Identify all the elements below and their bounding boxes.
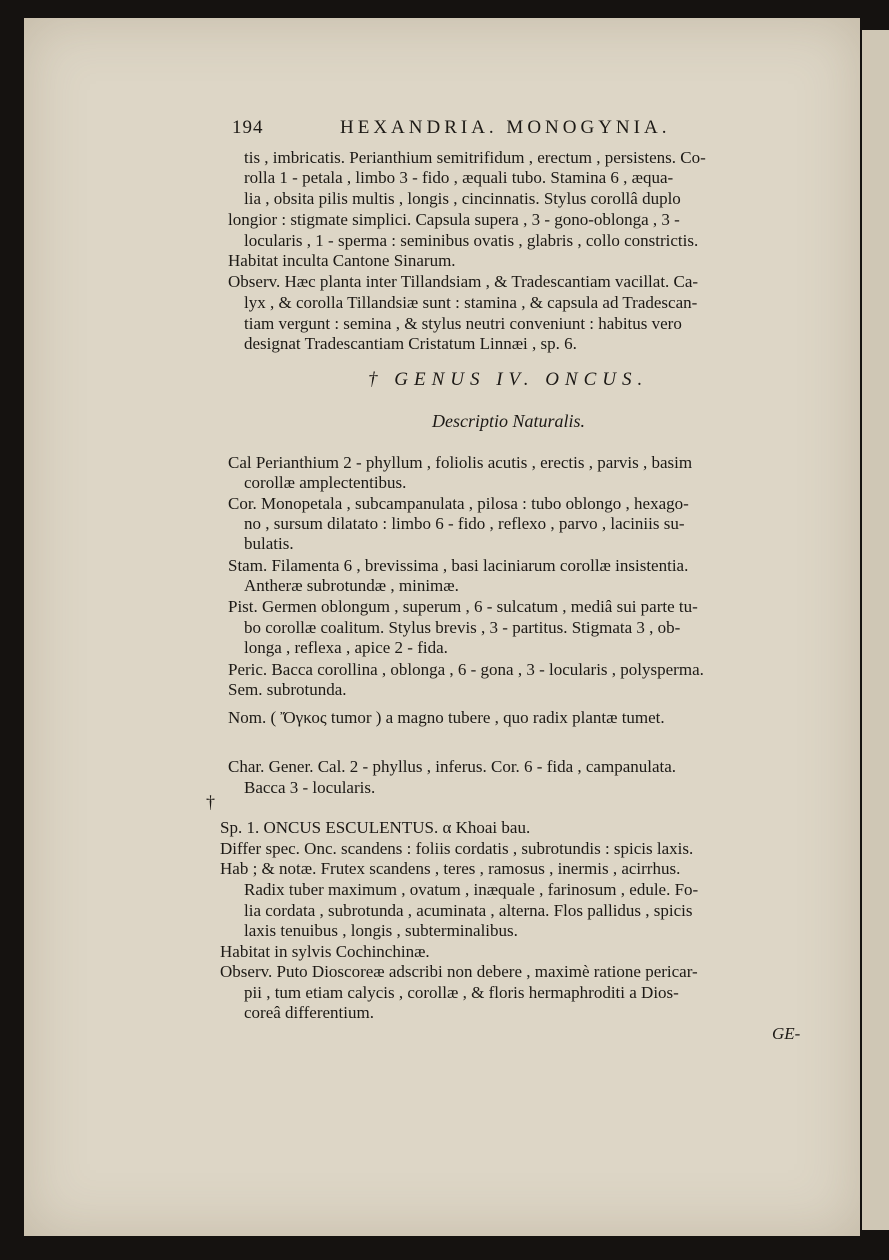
corolla-line: Cor. Monopetala , subcampanulata , pilosa : tubo oblongo , hexago- xyxy=(228,494,689,513)
text-line: longior : stigmate simplici. Capsula supera , 3 - gono-oblonga , 3 - xyxy=(228,210,680,229)
text-line: Radix tuber maximum , ovatum , inæquale , farinosum , edule. Fo- xyxy=(244,880,699,899)
pistil-line: Pist. Germen oblongum , superum , 6 - sulcatum , mediâ sui parte tu- xyxy=(228,597,698,616)
text-line: lia , obsita pilis multis , longis , cincinnatis. Stylus corollâ duplo xyxy=(244,189,681,208)
text-line: tiam vergunt : semina , & stylus neutri conveniunt : habitus vero xyxy=(244,314,682,333)
text-line: laxis tenuibus , longis , subterminalibus. xyxy=(244,921,518,940)
description-heading: Descriptio Naturalis. xyxy=(432,411,586,431)
generic-character-line: Char. Gener. Cal. 2 - phyllus , inferus. Cor. 6 - fida , campanulata. xyxy=(228,757,677,776)
habitat-line: Habitat inculta Cantone Sinarum. xyxy=(228,251,456,270)
text-line: tis , imbricatis. Perianthium semitrifidum , erectum , persistens. Co- xyxy=(244,148,706,167)
text-line: bo corollæ coalitum. Stylus brevis , 3 - partitus. Stigmata 3 , ob- xyxy=(244,618,681,637)
genus-heading: † GENUS IV. ONCUS. xyxy=(368,369,649,390)
observation-line: Observ. Puto Dioscoreæ adscribi non debere , maximè ratione pericar- xyxy=(220,962,698,981)
seed-line: Sem. subrotunda. xyxy=(228,680,347,699)
habit-line: Hab ; & notæ. Frutex scandens , teres , ramosus , inermis , acirrhus. xyxy=(220,859,681,878)
name-line: Nom. ( Ὄγκος tumor ) a magno tubere , quo radix plantæ tumet. xyxy=(228,708,665,727)
text-line: Bacca 3 - locularis. xyxy=(244,778,376,797)
text-line: lia cordata , subrotunda , acuminata , alterna. Flos pallidus , spicis xyxy=(244,901,693,920)
text-line: longa , reflexa , apice 2 - fida. xyxy=(244,638,448,657)
next-page-edge xyxy=(862,30,889,1230)
text-line: coreâ differentium. xyxy=(244,1003,374,1022)
text-line: locularis , 1 - sperma : seminibus ovatis , glabris , collo constrictis. xyxy=(244,231,699,250)
catchword: GE- xyxy=(772,1024,801,1043)
text-line: Antheræ subrotundæ , minimæ. xyxy=(244,576,459,595)
running-title: HEXANDRIA. MONOGYNIA. xyxy=(340,117,671,138)
text-line: corollæ amplectentibus. xyxy=(244,473,407,492)
pericarp-line: Peric. Bacca corollina , oblonga , 6 - gona , 3 - locularis , polysperma. xyxy=(228,660,704,679)
page-number: 194 xyxy=(232,117,264,138)
text-line: no , sursum dilatato : limbo 6 - fido , reflexo , parvo , laciniis su- xyxy=(244,514,685,533)
differentia-line: Differ spec. Onc. scandens : foliis cordatis , subrotundis : spicis laxis. xyxy=(220,839,694,858)
stamen-line: Stam. Filamenta 6 , brevissima , basi laciniarum corollæ insistentia. xyxy=(228,556,689,575)
text-line: designat Tradescantiam Cristatum Linnæi , sp. 6. xyxy=(244,334,577,353)
text-line: lyx , & corolla Tillandsiæ sunt : stamina , & capsula ad Tradescan- xyxy=(244,293,698,312)
habitat-line: Habitat in sylvis Cochinchinæ. xyxy=(220,942,430,961)
text-line: bulatis. xyxy=(244,534,294,553)
text-line: pii , tum etiam calycis , corollæ , & floris hermaphroditi a Dios- xyxy=(244,983,679,1002)
dagger-mark: † xyxy=(206,792,215,812)
observation-line: Observ. Hæc planta inter Tillandsiam , & Tradescantiam vacillat. Ca- xyxy=(228,272,699,291)
calyx-line: Cal Perianthium 2 - phyllum , foliolis acutis , erectis , parvis , basim xyxy=(228,453,693,472)
text-line: rolla 1 - petala , limbo 3 - fido , æquali tubo. Stamina 6 , æqua- xyxy=(244,168,674,187)
species-heading: Sp. 1. ONCUS ESCULENTUS. α Khoai bau. xyxy=(220,818,531,837)
